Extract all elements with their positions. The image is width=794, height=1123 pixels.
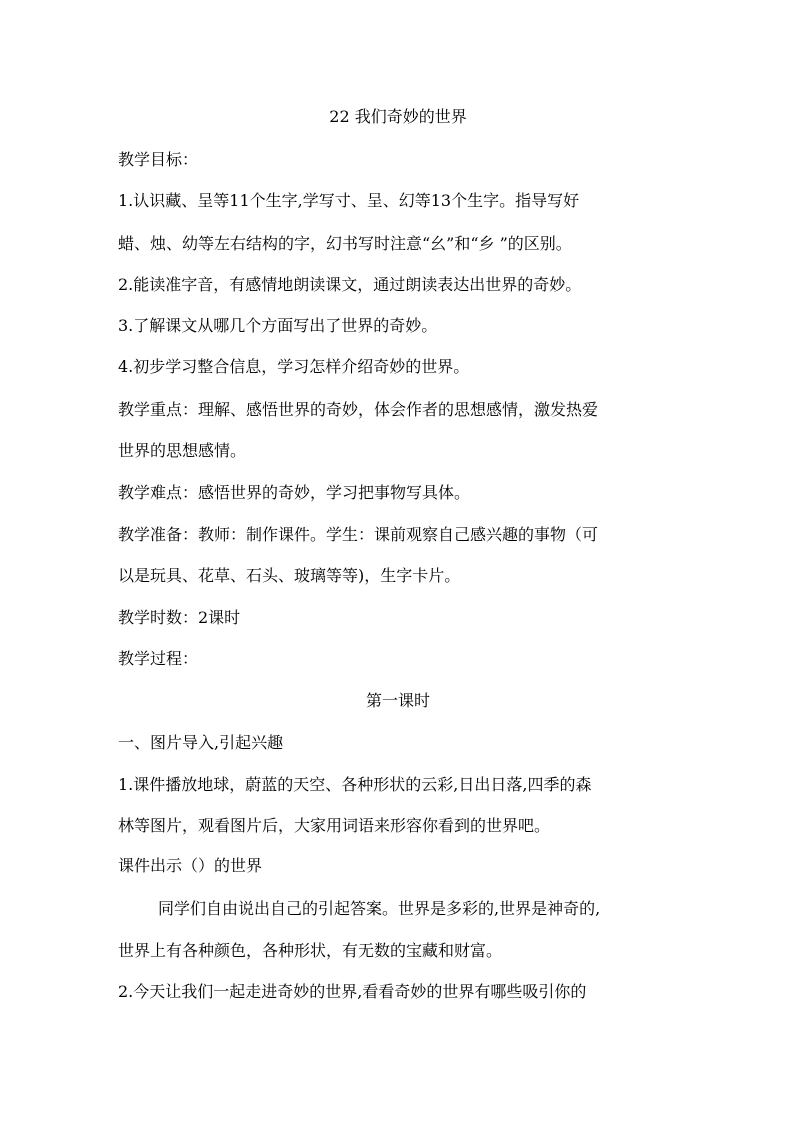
paragraph-line: 4.初步学习整合信息，学习怎样介绍奇妙的世界。 <box>118 357 470 376</box>
section-heading-objectives: 教学目标： <box>118 150 199 169</box>
paragraph-line: 教学时数：2课时 <box>118 608 241 627</box>
section-heading-process: 教学过程： <box>118 649 199 668</box>
step-heading: 一、图片导入,引起兴趣 <box>118 733 284 752</box>
paragraph-line: 教学重点：理解、感悟世界的奇妙，体会作者的思想感情，激发热爱 <box>118 400 599 419</box>
paragraph-line: 同学们自由说出自己的引起答案。世界是多彩的,世界是神奇的, <box>158 899 601 918</box>
paragraph-line: 林等图片，观看图片后，大家用词语来形容你看到的世界吧。 <box>118 816 551 835</box>
paragraph-line: 1.认识藏、呈等11个生字,学写寸、呈、幻等13个生字。指导写好 <box>118 191 580 210</box>
paragraph-line: 蜡、烛、幼等左右结构的字，幻书写时注意“幺”和“乡 ”的区别。 <box>118 234 572 253</box>
paragraph-line: 3.了解课文从哪几个方面写出了世界的奇妙。 <box>118 316 438 335</box>
paragraph-line: 教学难点：感悟世界的奇妙，学习把事物写具体。 <box>118 483 471 502</box>
lesson-heading: 第一课时 <box>365 691 430 710</box>
paragraph-line: 2.今天让我们一起走进奇妙的世界,看看奇妙的世界有哪些吸引你的 <box>118 982 587 1001</box>
paragraph-line: 世界的思想感情。 <box>118 441 247 460</box>
document-title: 22 我们奇妙的世界 <box>329 107 467 126</box>
paragraph-line: 世界上有各种颜色，各种形状，有无数的宝藏和财富。 <box>118 941 503 960</box>
paragraph-line: 课件出示（）的世界 <box>118 856 263 875</box>
paragraph-line: 1.课件播放地球，蔚蓝的天空、各种形状的云彩,日出日落,四季的森 <box>118 775 592 794</box>
paragraph-line: 教学准备：教师：制作课件。学生：课前观察自己感兴趣的事物（可 <box>118 525 599 544</box>
paragraph-line: 以是玩具、花草、石头、玻璃等等)，生字卡片。 <box>118 566 461 585</box>
paragraph-line: 2.能读准字音，有感情地朗读课文，通过朗读表达出世界的奇妙。 <box>118 275 582 294</box>
